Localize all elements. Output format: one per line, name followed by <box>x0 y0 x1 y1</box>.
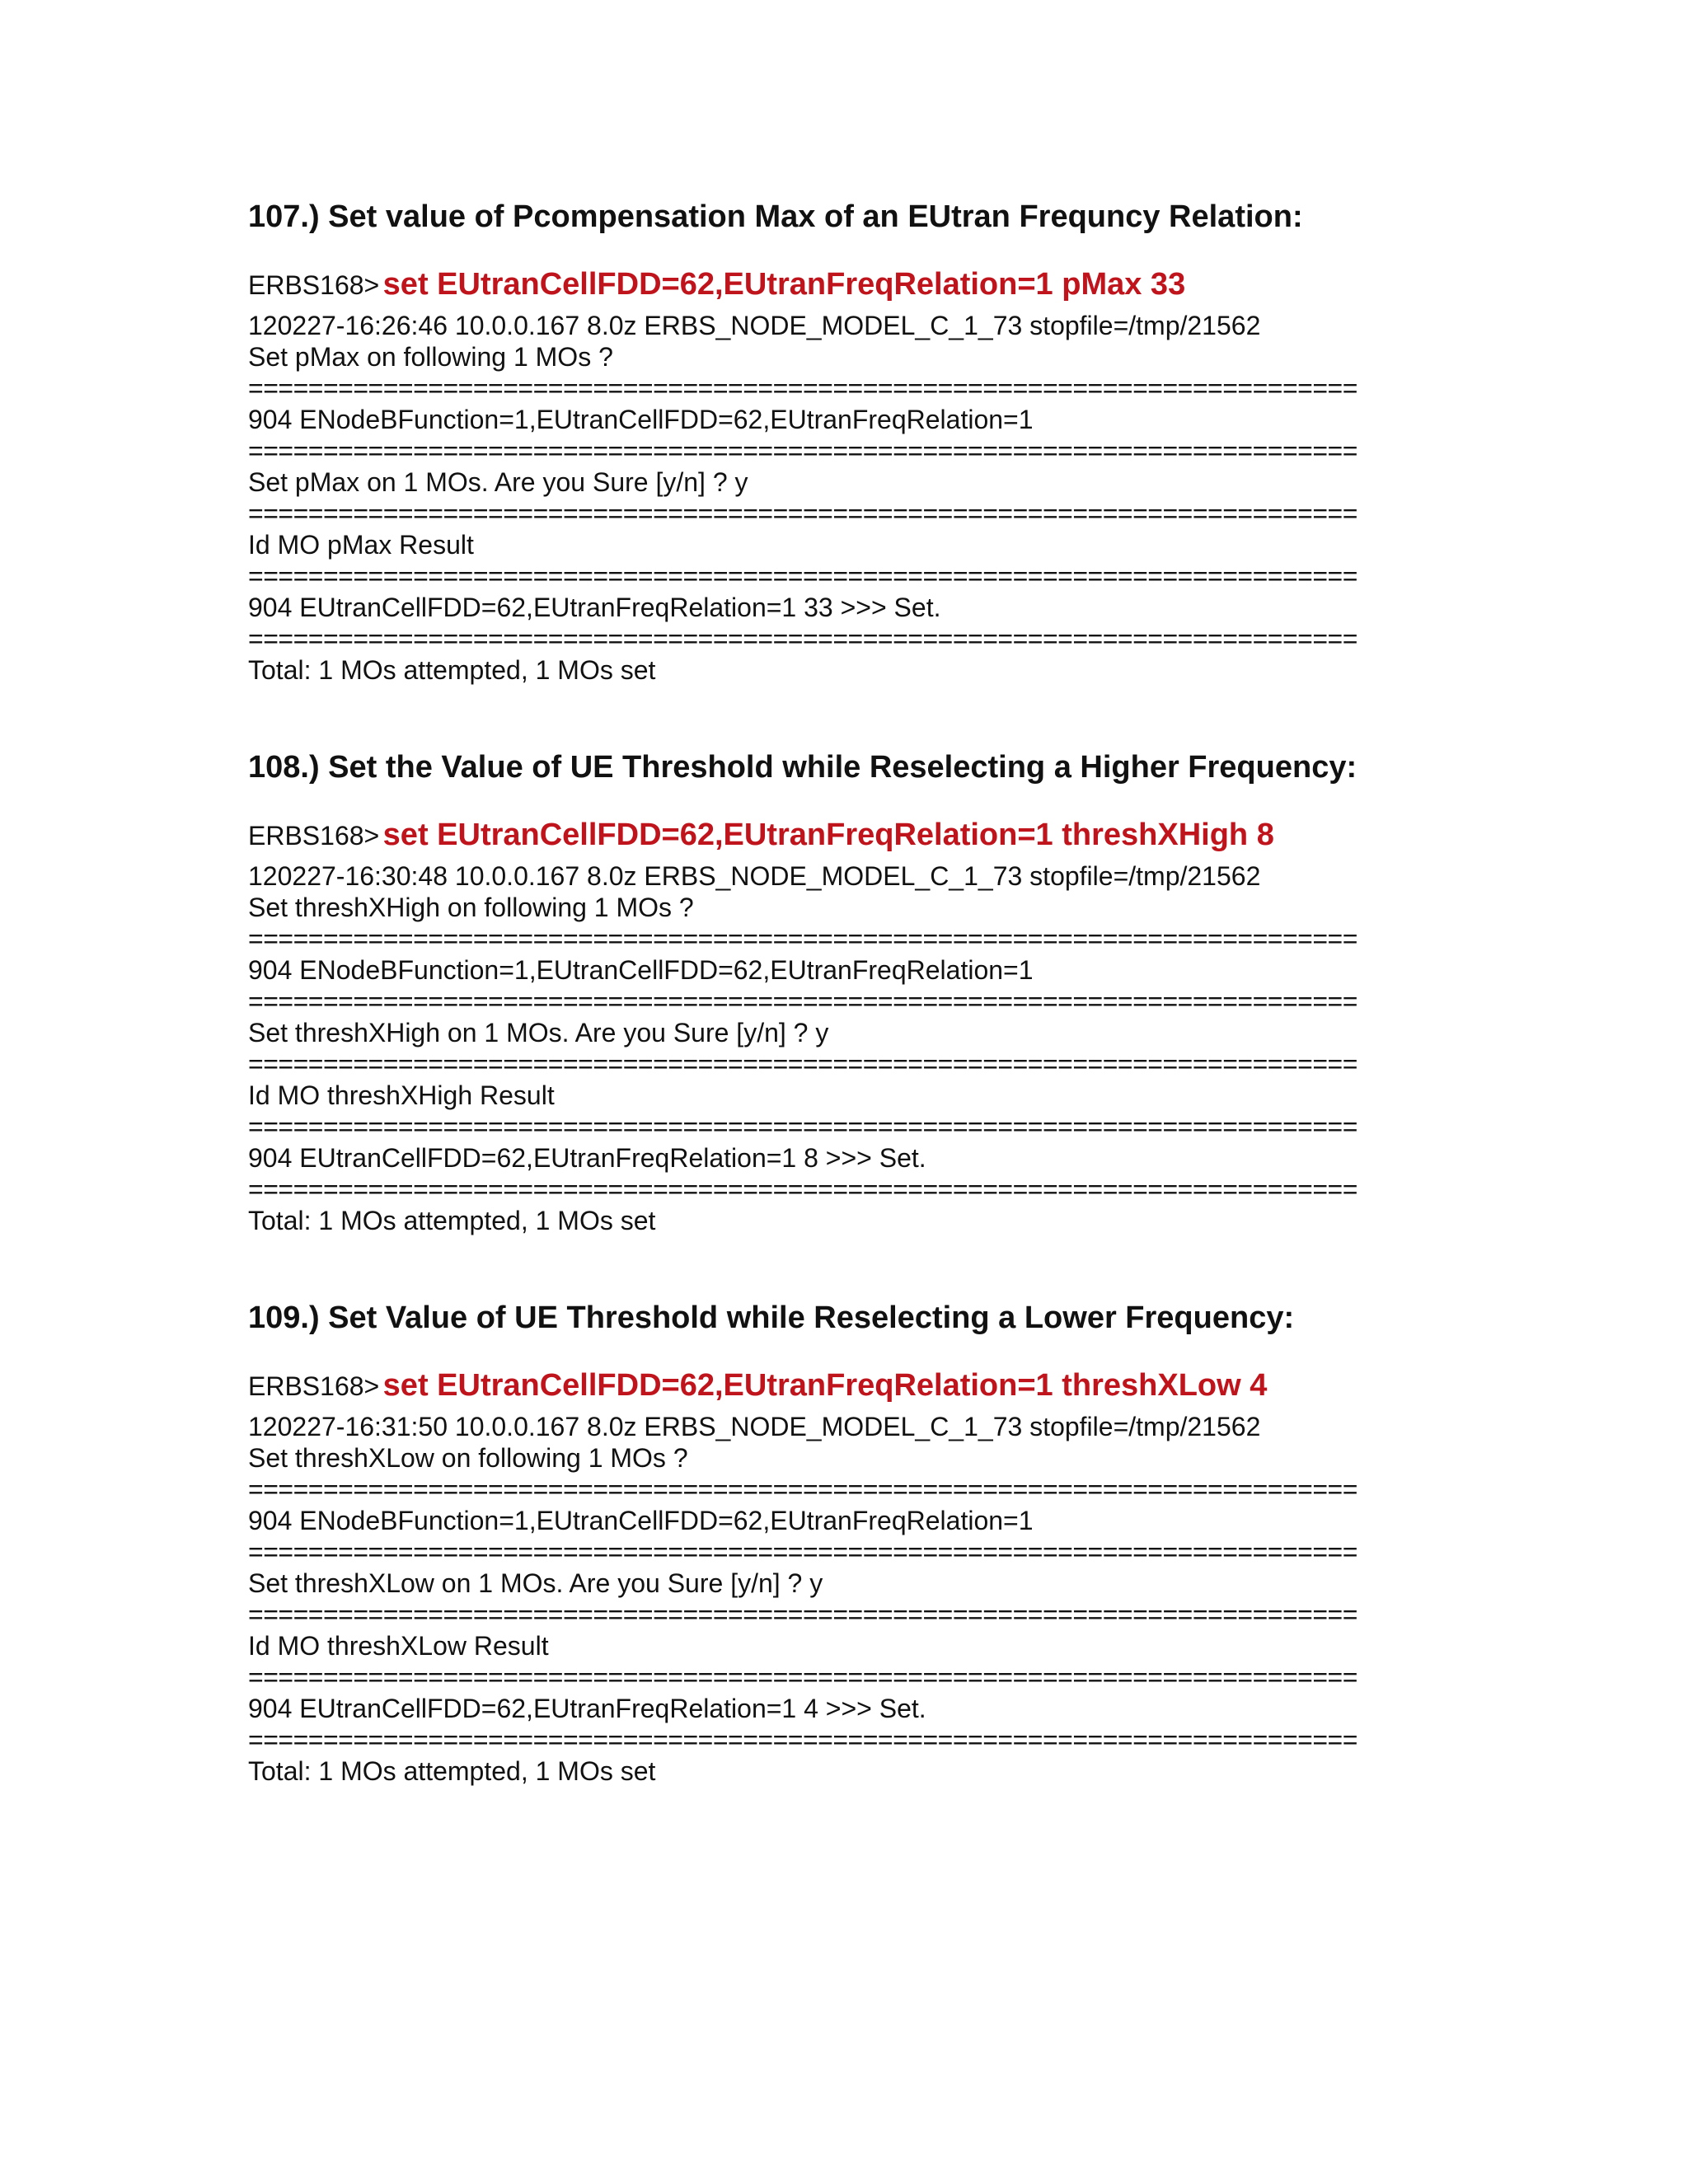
confirm-line: Set threshXLow on 1 MOs. Are you Sure [y/n] ? y <box>248 1568 823 1598</box>
result-header-line: Id MO threshXLow Result <box>248 1631 549 1661</box>
separator-line: ========================================================================== <box>248 1474 1357 1504</box>
confirm-line: Set pMax on 1 MOs. Are you Sure [y/n] ? y <box>248 467 748 497</box>
shell-prompt: ERBS168> <box>248 821 380 851</box>
command-line <box>248 1366 1443 1411</box>
result-header-line: Id MO threshXHigh Result <box>248 1080 555 1110</box>
session-info-line: 120227-16:30:48 10.0.0.167 8.0z ERBS_NODE_MODEL_C_1_73 stopfile=/tmp/21562 <box>248 861 1261 891</box>
separator-line: ========================================================================== <box>248 1174 1357 1204</box>
result-line: 904 EUtranCellFDD=62,EUtranFreqRelation=1 4 >>> Set. <box>248 1694 926 1723</box>
separator-line: ========================================================================== <box>248 499 1357 528</box>
section-108 <box>248 745 1443 1236</box>
result-line: 904 EUtranCellFDD=62,EUtranFreqRelation=1 33 >>> Set. <box>248 593 941 622</box>
result-line: 904 EUtranCellFDD=62,EUtranFreqRelation=1 8 >>> Set. <box>248 1143 926 1173</box>
shell-prompt: ERBS168> <box>248 270 380 300</box>
section-107 <box>248 194 1443 686</box>
separator-line: ========================================================================== <box>248 1049 1357 1079</box>
session-info-line: 120227-16:26:46 10.0.0.167 8.0z ERBS_NODE_MODEL_C_1_73 stopfile=/tmp/21562 <box>248 311 1261 340</box>
separator-line: ========================================================================== <box>248 1725 1357 1755</box>
separator-line: ========================================================================== <box>248 1662 1357 1692</box>
section-109 <box>248 1296 1443 1787</box>
question-line: Set pMax on following 1 MOs ? <box>248 342 613 372</box>
mo-line: 904 ENodeBFunction=1,EUtranCellFDD=62,EUtranFreqRelation=1 <box>248 1506 1034 1535</box>
separator-line: ========================================================================== <box>248 1537 1357 1567</box>
command-line <box>248 265 1443 310</box>
total-line: Total: 1 MOs attempted, 1 MOs set <box>248 1206 656 1235</box>
separator-line: ========================================================================== <box>248 1112 1357 1141</box>
section-heading: 108.) Set the Value of UE Threshold while Reselecting a Higher Frequency: <box>248 750 1357 785</box>
separator-line: ========================================================================== <box>248 924 1357 954</box>
separator-line: ========================================================================== <box>248 1600 1357 1629</box>
question-line: Set threshXLow on following 1 MOs ? <box>248 1443 688 1473</box>
mo-line: 904 ENodeBFunction=1,EUtranCellFDD=62,EUtranFreqRelation=1 <box>248 405 1034 434</box>
total-line: Total: 1 MOs attempted, 1 MOs set <box>248 655 656 685</box>
result-header-line: Id MO pMax Result <box>248 530 474 560</box>
separator-line: ========================================================================== <box>248 373 1357 403</box>
separator-line: ========================================================================== <box>248 436 1357 466</box>
separator-line: ========================================================================== <box>248 987 1357 1016</box>
session-info-line: 120227-16:31:50 10.0.0.167 8.0z ERBS_NODE_MODEL_C_1_73 stopfile=/tmp/21562 <box>248 1412 1261 1441</box>
question-line: Set threshXHigh on following 1 MOs ? <box>248 893 694 922</box>
separator-line: ========================================================================== <box>248 561 1357 591</box>
section-heading: 107.) Set value of Pcompensation Max of an EUtran Frequncy Relation: <box>248 199 1303 234</box>
command-text: set EUtranCellFDD=62,EUtranFreqRelation=1 threshXLow 4 <box>382 1368 1268 1403</box>
mo-line: 904 ENodeBFunction=1,EUtranCellFDD=62,EUtranFreqRelation=1 <box>248 955 1034 985</box>
separator-line: ========================================================================== <box>248 624 1357 654</box>
command-text: set EUtranCellFDD=62,EUtranFreqRelation=1 threshXHigh 8 <box>382 818 1274 852</box>
confirm-line: Set threshXHigh on 1 MOs. Are you Sure [y/n] ? y <box>248 1018 829 1047</box>
shell-prompt: ERBS168> <box>248 1371 380 1401</box>
command-text: set EUtranCellFDD=62,EUtranFreqRelation=1 pMax 33 <box>382 267 1186 302</box>
total-line: Total: 1 MOs attempted, 1 MOs set <box>248 1756 656 1786</box>
command-line <box>248 816 1443 860</box>
section-heading: 109.) Set Value of UE Threshold while Reselecting a Lower Frequency: <box>248 1301 1295 1335</box>
